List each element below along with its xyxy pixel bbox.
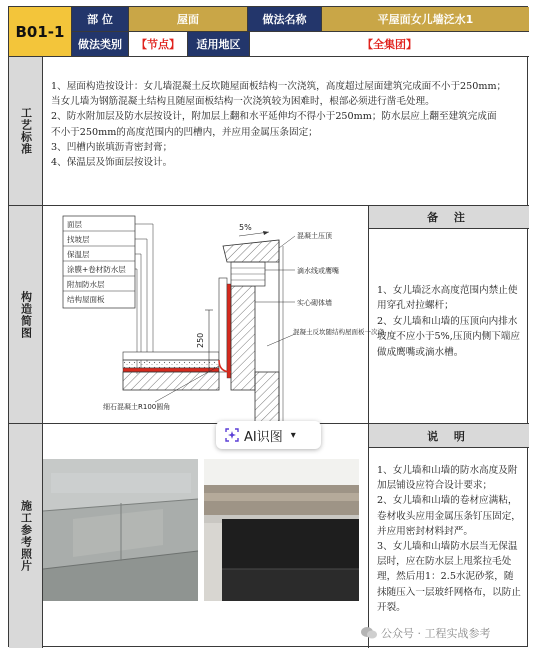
part-value: 屋面	[129, 7, 248, 32]
explanation-item: 1、女儿墙和山墙的防水高度及附加层铺设应符合设计要求；	[377, 465, 518, 492]
ai-button-label: AI识图	[244, 429, 283, 445]
layer-label: 涂膜+卷材防水层	[67, 265, 126, 274]
structure-diagram	[43, 206, 384, 424]
fillet-label: 细石混凝土R100圆角	[103, 403, 171, 411]
header	[9, 7, 529, 57]
parapet-section-drawing	[43, 206, 384, 424]
wall-label: 实心砌体墙	[297, 299, 332, 307]
drip-label: 滴水线或鹰嘴	[297, 267, 339, 275]
region-label: 适用地区	[188, 32, 250, 57]
explanation-item: 2、女儿墙和山墙的卷材应满粘，卷材收头应用金属压条钉压固定，并应用密封材料封严。	[377, 495, 521, 537]
process-section-label: 工艺标准	[9, 57, 43, 206]
process-line: 2、防水附加层及防水层按设计，附加层上翻和水平延伸均不得小于250mm；防水层应上翻至建筑完成面	[51, 111, 497, 123]
layer-label: 面层	[67, 220, 82, 229]
site-photo-concrete-parapet	[43, 459, 198, 601]
notes-body	[369, 229, 529, 424]
category-label: 做法类别	[72, 32, 129, 57]
watermark	[360, 624, 530, 642]
layer-legend	[63, 216, 153, 374]
coping-label: 混凝土压顶	[297, 232, 332, 240]
sheet-code: B01-1	[9, 7, 72, 57]
ai-sparkle-icon	[224, 427, 240, 443]
ai-recognize-button[interactable]	[216, 421, 321, 449]
dimension-label: 250	[196, 332, 205, 348]
watermark-text: 公众号 · 工程实战参考	[381, 627, 491, 640]
upstand-label: 混凝土反坎随结构屋面板一次浇	[293, 328, 384, 336]
wechat-icon	[360, 626, 378, 640]
site-photo-waterproof-membrane	[204, 459, 359, 601]
note-item: 1、女儿墙泛水高度范围内禁止使用穿孔对拉螺杆；	[377, 285, 518, 312]
chevron-down-icon: ▾	[290, 429, 296, 441]
layer-label: 保温层	[67, 250, 90, 259]
process-line: 3、凹槽内嵌填沥青密封膏；	[51, 141, 173, 153]
region-value: 【全集团】	[250, 32, 529, 57]
method-name-value: 平屋面女儿墙泛水1	[322, 7, 529, 32]
explanation-title: 说 明	[369, 424, 529, 448]
method-name-label: 做法名称	[248, 7, 322, 32]
explanation-body	[369, 448, 529, 648]
process-standard	[43, 57, 529, 206]
slope-label: 5%	[239, 223, 252, 232]
process-line: 不小于250mm的高度范围内的凹槽内，并应用金属压条固定；	[51, 126, 318, 138]
category-value: 【节点】	[129, 32, 188, 57]
explanation-item: 3、女儿墙和山墙防水层当无保温层时，应在防水层上甩浆拉毛处理，然后用1：2.5水泥砂浆，随抹随压入一层玻纤网格布，以防止开裂。	[377, 541, 521, 613]
process-line: 4、保温层及饰面层按设计。	[51, 157, 173, 169]
part-label: 部 位	[72, 7, 129, 32]
photo-section-label: 施工参考照片	[9, 424, 43, 648]
layer-label: 附加防水层	[67, 280, 105, 289]
structure-section-label: 构造简图	[9, 206, 43, 424]
layer-label: 找坡层	[67, 235, 90, 244]
process-line: 1、屋面构造按设计：女儿墙混凝土反坎随屋面板结构一次浇筑，高度超过屋面建筑完成面不小于250mm；	[51, 81, 507, 92]
note-item: 2、女儿墙和山墙的压顶向内排水坡度不应小于5%,压顶内侧下端应做成鹰嘴或滴水槽。	[377, 315, 520, 358]
notes-title: 备 注	[369, 206, 529, 229]
layer-label: 结构屋面板	[67, 295, 105, 304]
process-line: 当女儿墙为钢筋混凝土结构且随屋面板结构一次浇筑较为困难时，根部必须进行凿毛处理。	[51, 96, 435, 108]
